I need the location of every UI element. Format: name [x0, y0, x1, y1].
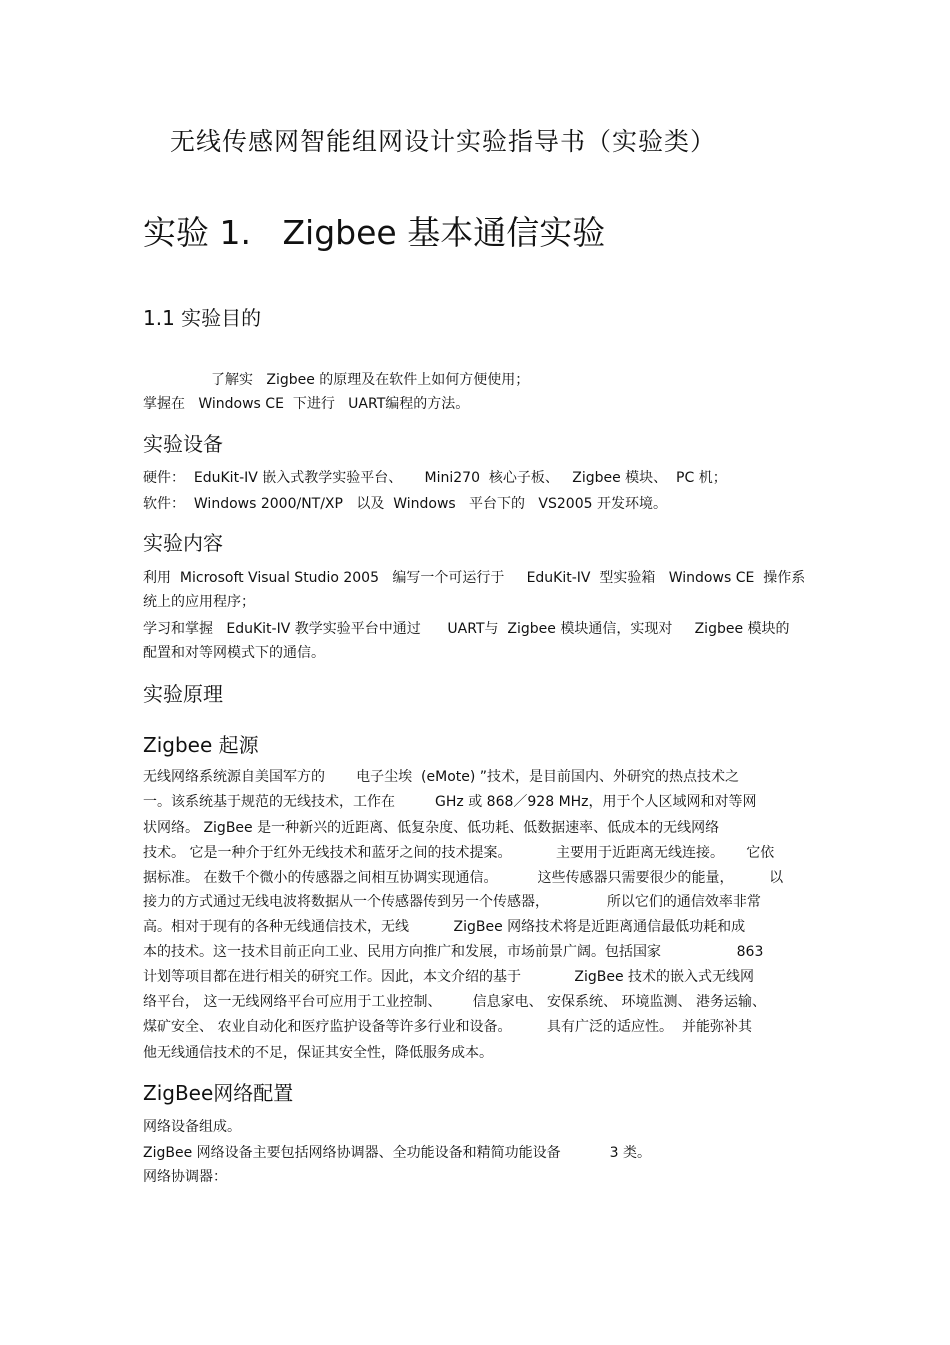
section-heading-purpose: 1.1 实验目的 [143, 306, 262, 330]
experiment-title: 实验 1. Zigbee 基本通信实验 [143, 213, 606, 252]
origin-line: 本的技术。这一技术目前正向工业、民用方向推广和发展，市场前景广阔。包括国家 863 [143, 944, 764, 960]
origin-line: 接力的方式通过无线电波将数据从一个传感器传到另一个传感器， 所以它们的通信效率非常 [143, 894, 761, 910]
section-heading-principle: 实验原理 [143, 682, 223, 706]
origin-line: 状网络。 ZigBee 是一种新兴的近距离、低复杂度、低功耗、低数据速率、低成本的无线网络 [143, 820, 720, 836]
purpose-line: 了解实 Zigbee 的原理及在软件上如何方便使用； [211, 372, 530, 388]
origin-line: 计划等项目都在进行相关的研究工作。因此，本文介绍的基于 ZigBee 技术的嵌入式无线网 [143, 969, 755, 985]
equipment-line: 硬件： EduKit-IV 嵌入式教学实验平台、 Mini270 核心子板、 Zigbee 模块、 PC 机； [143, 470, 727, 486]
network-line: 网络设备组成。 [143, 1119, 241, 1135]
network-line: ZigBee 网络设备主要包括网络协调器、全功能设备和精简功能设备 3 类。 [143, 1145, 651, 1161]
content-line: 配置和对等网模式下的通信。 [143, 645, 325, 661]
content-line: 学习和掌握 EduKit-IV 教学实验平台中通过 UART与 Zigbee 模块通信，实现对 Zigbee 模块的 [143, 621, 790, 637]
origin-line: 他无线通信技术的不足，保证其安全性，降低服务成本。 [143, 1045, 493, 1061]
content-line: 统上的应用程序； [143, 594, 255, 610]
origin-line: 高。相对于现有的各种无线通信技术，无线 ZigBee 网络技术将是近距离通信最低功耗和成 [143, 919, 746, 935]
section-heading-origin: Zigbee 起源 [143, 733, 259, 757]
origin-line: 络平台， 这一无线网络平台可应用于工业控制、 信息家电、 安保系统、 环境监测、 港务运输、 [143, 994, 766, 1010]
section-heading-network: ZigBee网络配置 [143, 1081, 294, 1105]
purpose-line: 掌握在 Windows CE 下进行 UART编程的方法。 [143, 396, 470, 412]
document-title: 无线传感网智能组网设计实验指导书（实验类） [170, 127, 717, 156]
origin-line: 一。该系统基于规范的无线技术，工作在 GHz 或 868／928 MHz，用于个人区域网和对等网 [143, 794, 757, 810]
origin-line: 无线网络系统源自美国军方的 电子尘埃 (eMote) ”技术，是目前国内、外研究的热点技术之 [143, 769, 740, 785]
network-line: 网络协调器： [143, 1169, 227, 1185]
origin-line: 煤矿安全、 农业自动化和医疗监护设备等许多行业和设备。 具有广泛的适应性。 并能弥补其 [143, 1019, 752, 1035]
section-heading-content: 实验内容 [143, 531, 223, 555]
origin-line: 据标准。 在数千个微小的传感器之间相互协调实现通信。 这些传感器只需要很少的能量， 以 [143, 870, 784, 886]
origin-line: 技术。 它是一种介于红外无线技术和蓝牙之间的技术提案。 主要用于近距离无线连接。 它依 [143, 845, 775, 861]
equipment-line: 软件： Windows 2000/NT/XP 以及 Windows 平台下的 VS2005 开发环境。 [143, 496, 667, 512]
content-line: 利用 Microsoft Visual Studio 2005 编写一个可运行于 EduKit-IV 型实验箱 Windows CE 操作系 [143, 570, 806, 586]
section-heading-equipment: 实验设备 [143, 432, 223, 456]
